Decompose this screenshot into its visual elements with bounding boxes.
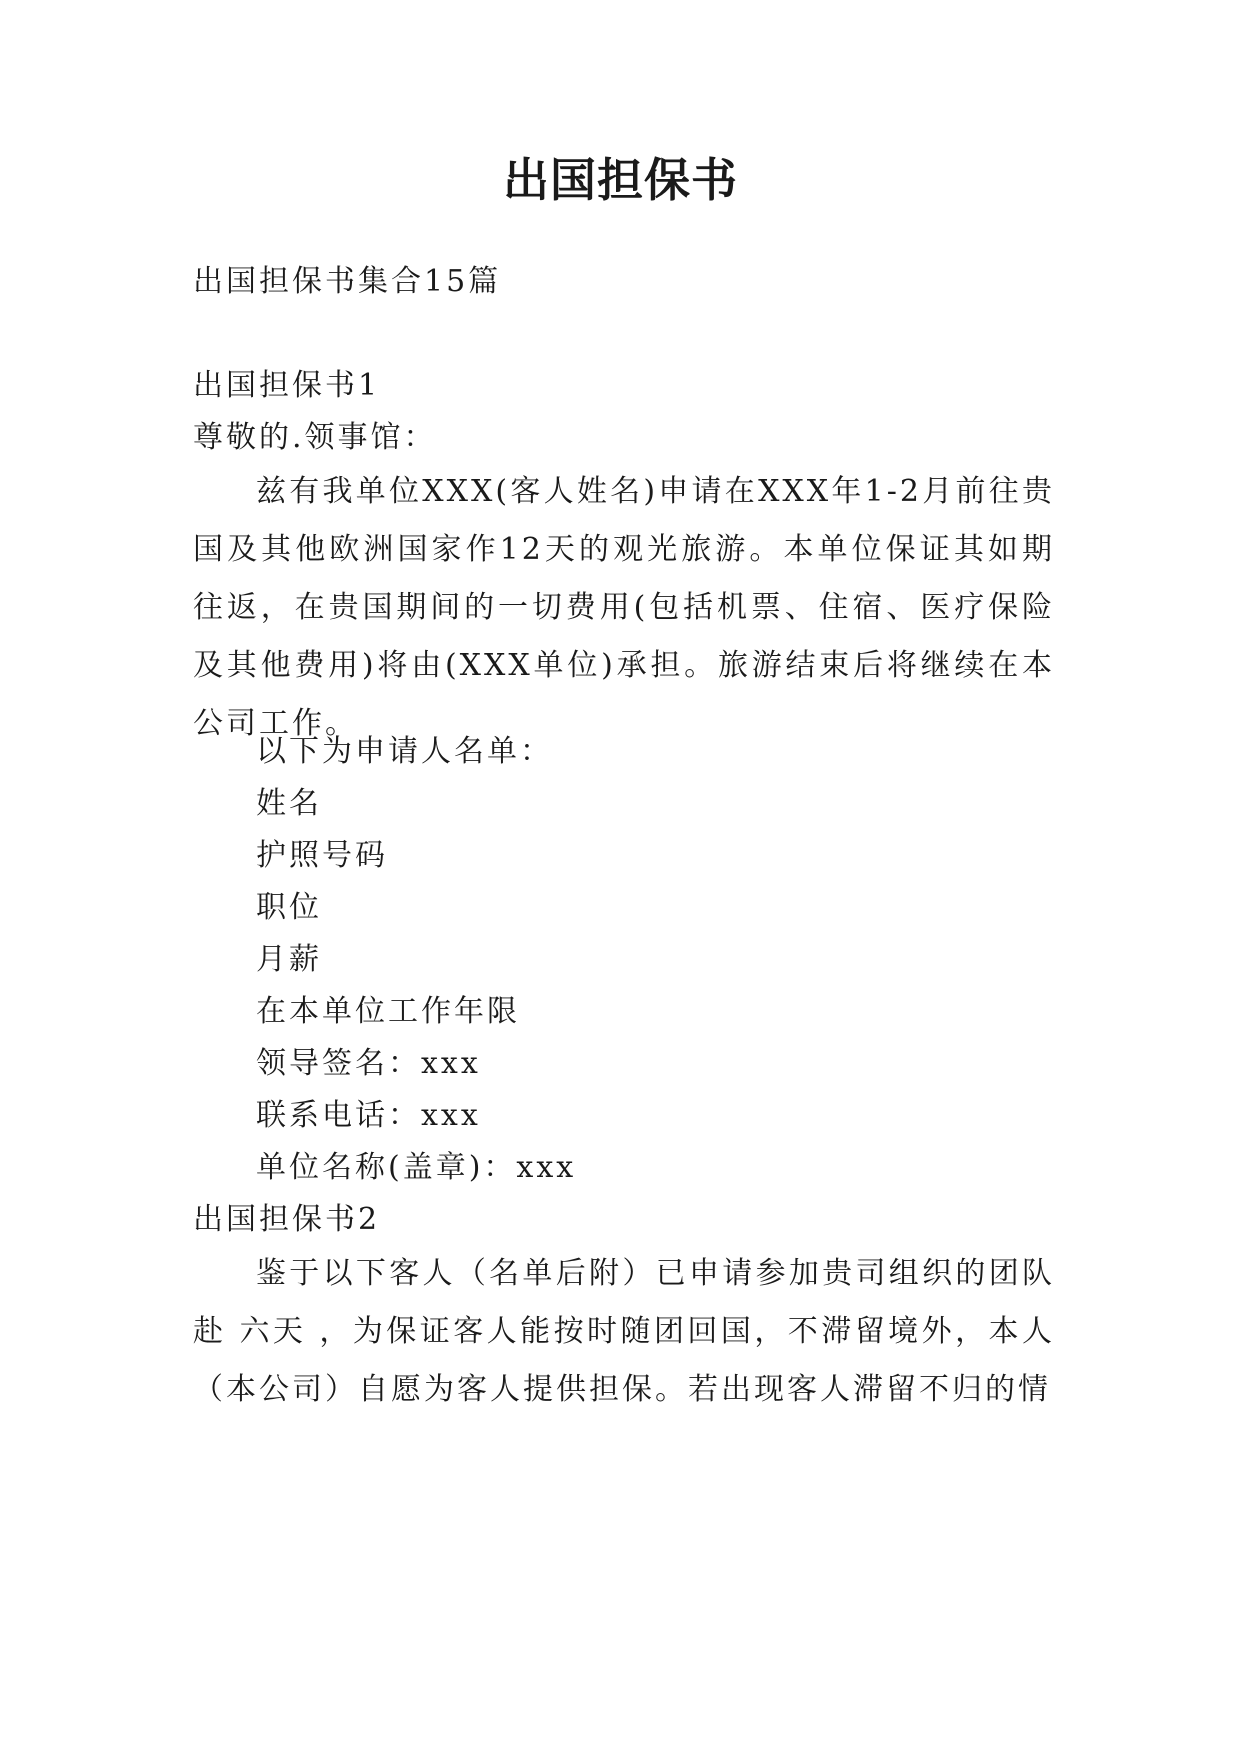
salutation: 尊敬的.领事馆：: [193, 420, 437, 455]
document-title: 出国担保书: [503, 153, 738, 207]
section-1-heading: 出国担保书1: [193, 368, 381, 403]
field-position: 职位: [256, 890, 322, 925]
document-subtitle: 出国担保书集合15篇: [193, 264, 502, 299]
field-passport: 护照号码: [256, 838, 388, 873]
field-years: 在本单位工作年限: [256, 994, 520, 1029]
list-intro: 以下为申请人名单：: [256, 734, 553, 769]
unit-name: 单位名称(盖章)：xxx: [256, 1150, 577, 1185]
section-2-heading: 出国担保书2: [193, 1202, 381, 1237]
section-1-body: 兹有我单位XXX(客人姓名)申请在XXX年1-2月前往贵国及其他欧洲国家作12天的观光旅游。本单位保证其如期往返，在贵国期间的一切费用(包括机票、住宿、医疗保险及其他费用)将由(XXX单位)承担。旅游结束后将继续在本公司工作。: [193, 474, 1055, 741]
field-salary: 月薪: [256, 942, 322, 977]
section-2-body: 鉴于以下客人（名单后附）已申请参加贵司组织的团队赴 六天 ，为保证客人能按时随团回国，不滞留境外，本人（本公司）自愿为客人提供担保。若出现客人滞留不归的情: [193, 1256, 1055, 1407]
field-name: 姓名: [256, 786, 322, 821]
leader-signature: 领导签名：xxx: [256, 1046, 481, 1081]
contact-phone: 联系电话：xxx: [256, 1098, 481, 1133]
